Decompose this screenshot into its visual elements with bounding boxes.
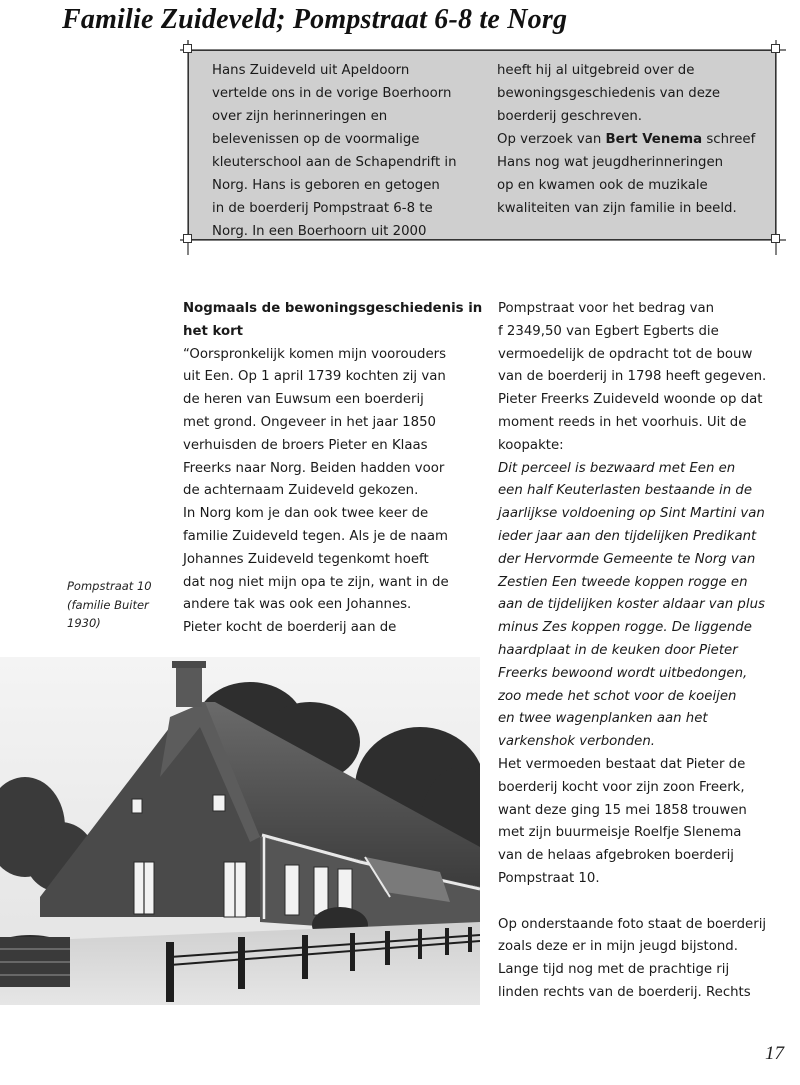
body-line: familie Zuideveld tegen. Als je de naam [183, 528, 449, 544]
intro-box [180, 40, 786, 255]
body-line: Op onderstaande foto staat de boerderij [498, 916, 767, 932]
quote-line: haardplaat in de keuken door Pieter [498, 642, 738, 658]
body-line: moment reeds in het voorhuis. Uit de [498, 414, 747, 430]
intro-line: kwaliteiten van zijn familie in beeld. [497, 201, 737, 216]
caption-line: (familie Buiter [67, 597, 149, 612]
quote-line: zoo mede het schot voor de koeijen [498, 688, 737, 704]
quote-line: jaarlijkse voldoening op Sint Martini van [498, 506, 765, 522]
intro-left-column [212, 59, 457, 243]
body-line: van de helaas afgebroken boerderij [498, 848, 734, 864]
quote-line: der Hervormde Gemeente te Norg van [498, 551, 756, 567]
body-line: uit Een. Op 1 april 1739 kochten zij van [183, 369, 446, 385]
paragraph-gap [498, 891, 766, 914]
body-line: zoals deze er in mijn jeugd bijstond. [498, 939, 738, 955]
quote-line: ieder jaar aan den tijdelijken Predikant [498, 528, 757, 544]
intro-line: belevenissen op de voormalige [212, 132, 420, 147]
corner-ornament [183, 234, 192, 243]
body-line: de heren van Euwsum een boerderij [183, 392, 424, 408]
body-line: Pieter kocht de boerderij aan de [183, 620, 397, 636]
intro-line: Hans nog wat jeugdherinneringen [497, 155, 724, 170]
intro-line: Hans Zuideveld uit Apeldoorn [212, 63, 410, 78]
quote-line: en twee wagenplanken aan het [498, 711, 708, 727]
intro-line-with-name [497, 128, 755, 151]
body-line: Freerks naar Norg. Beiden hadden voor [183, 460, 445, 476]
intro-line: in de boerderij Pompstraat 6-8 te [212, 201, 433, 216]
intro-line: kleuterschool aan de Schapendrift in [212, 155, 457, 170]
body-line: Pompstraat voor het bedrag van [498, 301, 715, 316]
intro-line: heeft hij al uitgebreid over de [497, 63, 695, 78]
body-line: In Norg kom je dan ook twee keer de [183, 506, 429, 522]
body-line: Pieter Freerks Zuideveld woonde op dat [498, 392, 763, 408]
intro-line: bewoningsgeschiedenis van deze [497, 86, 721, 101]
caption-line: Pompstraat 10 [67, 579, 152, 593]
corner-ornament [771, 44, 780, 53]
body-line: Lange tijd nog met de prachtige rij [498, 962, 730, 978]
body-line: verhuisden de broers Pieter en Klaas [183, 437, 428, 453]
section-heading: Nogmaals de bewoningsgeschiedenis in [183, 301, 483, 316]
intro-line: Norg. In een Boerhoorn uit 2000 [212, 224, 427, 239]
intro-line: vertelde ons in de vorige Boerhoorn [212, 86, 452, 101]
body-line: de achternaam Zuideveld gekozen. [183, 483, 419, 499]
quote-line: Zestien Een tweede koppen rogge en [498, 574, 748, 590]
body-line: “Oorspronkelijk komen mijn voorouders [183, 346, 447, 362]
body-line: linden rechts van de boerderij. Rechts [498, 984, 751, 1000]
corner-ornament [183, 44, 192, 53]
caption-line: 1930) [67, 616, 101, 630]
quote-line: aan de tijdelijken koster aldaar van plus [498, 597, 765, 613]
body-line: met grond. Ongeveer in het jaar 1850 [183, 414, 437, 430]
body-line: Het vermoeden bestaat dat Pieter de [498, 756, 746, 772]
intro-right-column [497, 59, 755, 220]
body-line: dat nog niet mijn opa te zijn, want in de [183, 574, 449, 590]
body-line: koopakte: [498, 437, 564, 453]
article-title: Familie Zuideveld; Pompstraat 6-8 te Norg [62, 4, 568, 35]
quote-line: minus Zes koppen rogge. De liggende [498, 620, 752, 636]
intro-line: over zijn herinneringen en [212, 109, 388, 124]
author-name: Bert Venema [605, 132, 703, 147]
body-line: f 2349,50 van Egbert Egberts die [498, 323, 719, 339]
intro-text-fragment: Op verzoek van [497, 132, 606, 147]
body-line: Pompstraat 10. [498, 870, 600, 886]
intro-line: op en kwamen ook de muzikale [497, 178, 708, 193]
quote-line: varkenshok verbonden. [498, 734, 656, 750]
body-line: vermoedelijk de opdracht tot de bouw [498, 346, 753, 362]
intro-line: boerderij geschreven. [497, 109, 643, 124]
intro-text-fragment: schreef [702, 132, 756, 147]
article-column-2 [498, 298, 766, 1005]
body-line: van de boerderij in 1798 heeft gegeven. [498, 369, 767, 385]
article-column-1 [183, 298, 482, 640]
page-number: 17 [765, 1043, 784, 1064]
corner-ornament [771, 234, 780, 243]
body-line: met zijn buurmeisje Roelfje Slenema [498, 825, 742, 841]
intro-line: Norg. Hans is geboren en getogen [212, 178, 440, 193]
quote-line: Dit perceel is bezwaard met Een en [498, 460, 736, 476]
quote-line: Freerks bewoond wordt uitbedongen, [498, 665, 748, 681]
photo-caption [67, 577, 152, 633]
farmhouse-photo [0, 657, 480, 1005]
body-line: andere tak was ook een Johannes. [183, 597, 412, 613]
body-line: want deze ging 15 mei 1858 trouwen [498, 802, 747, 818]
body-line: Johannes Zuideveld tegenkomt hoeft [183, 551, 429, 567]
quote-line: een half Keuterlasten bestaande in de [498, 483, 753, 499]
section-heading: het kort [183, 323, 244, 339]
body-line: boerderij kocht voor zijn zoon Freerk, [498, 779, 745, 795]
